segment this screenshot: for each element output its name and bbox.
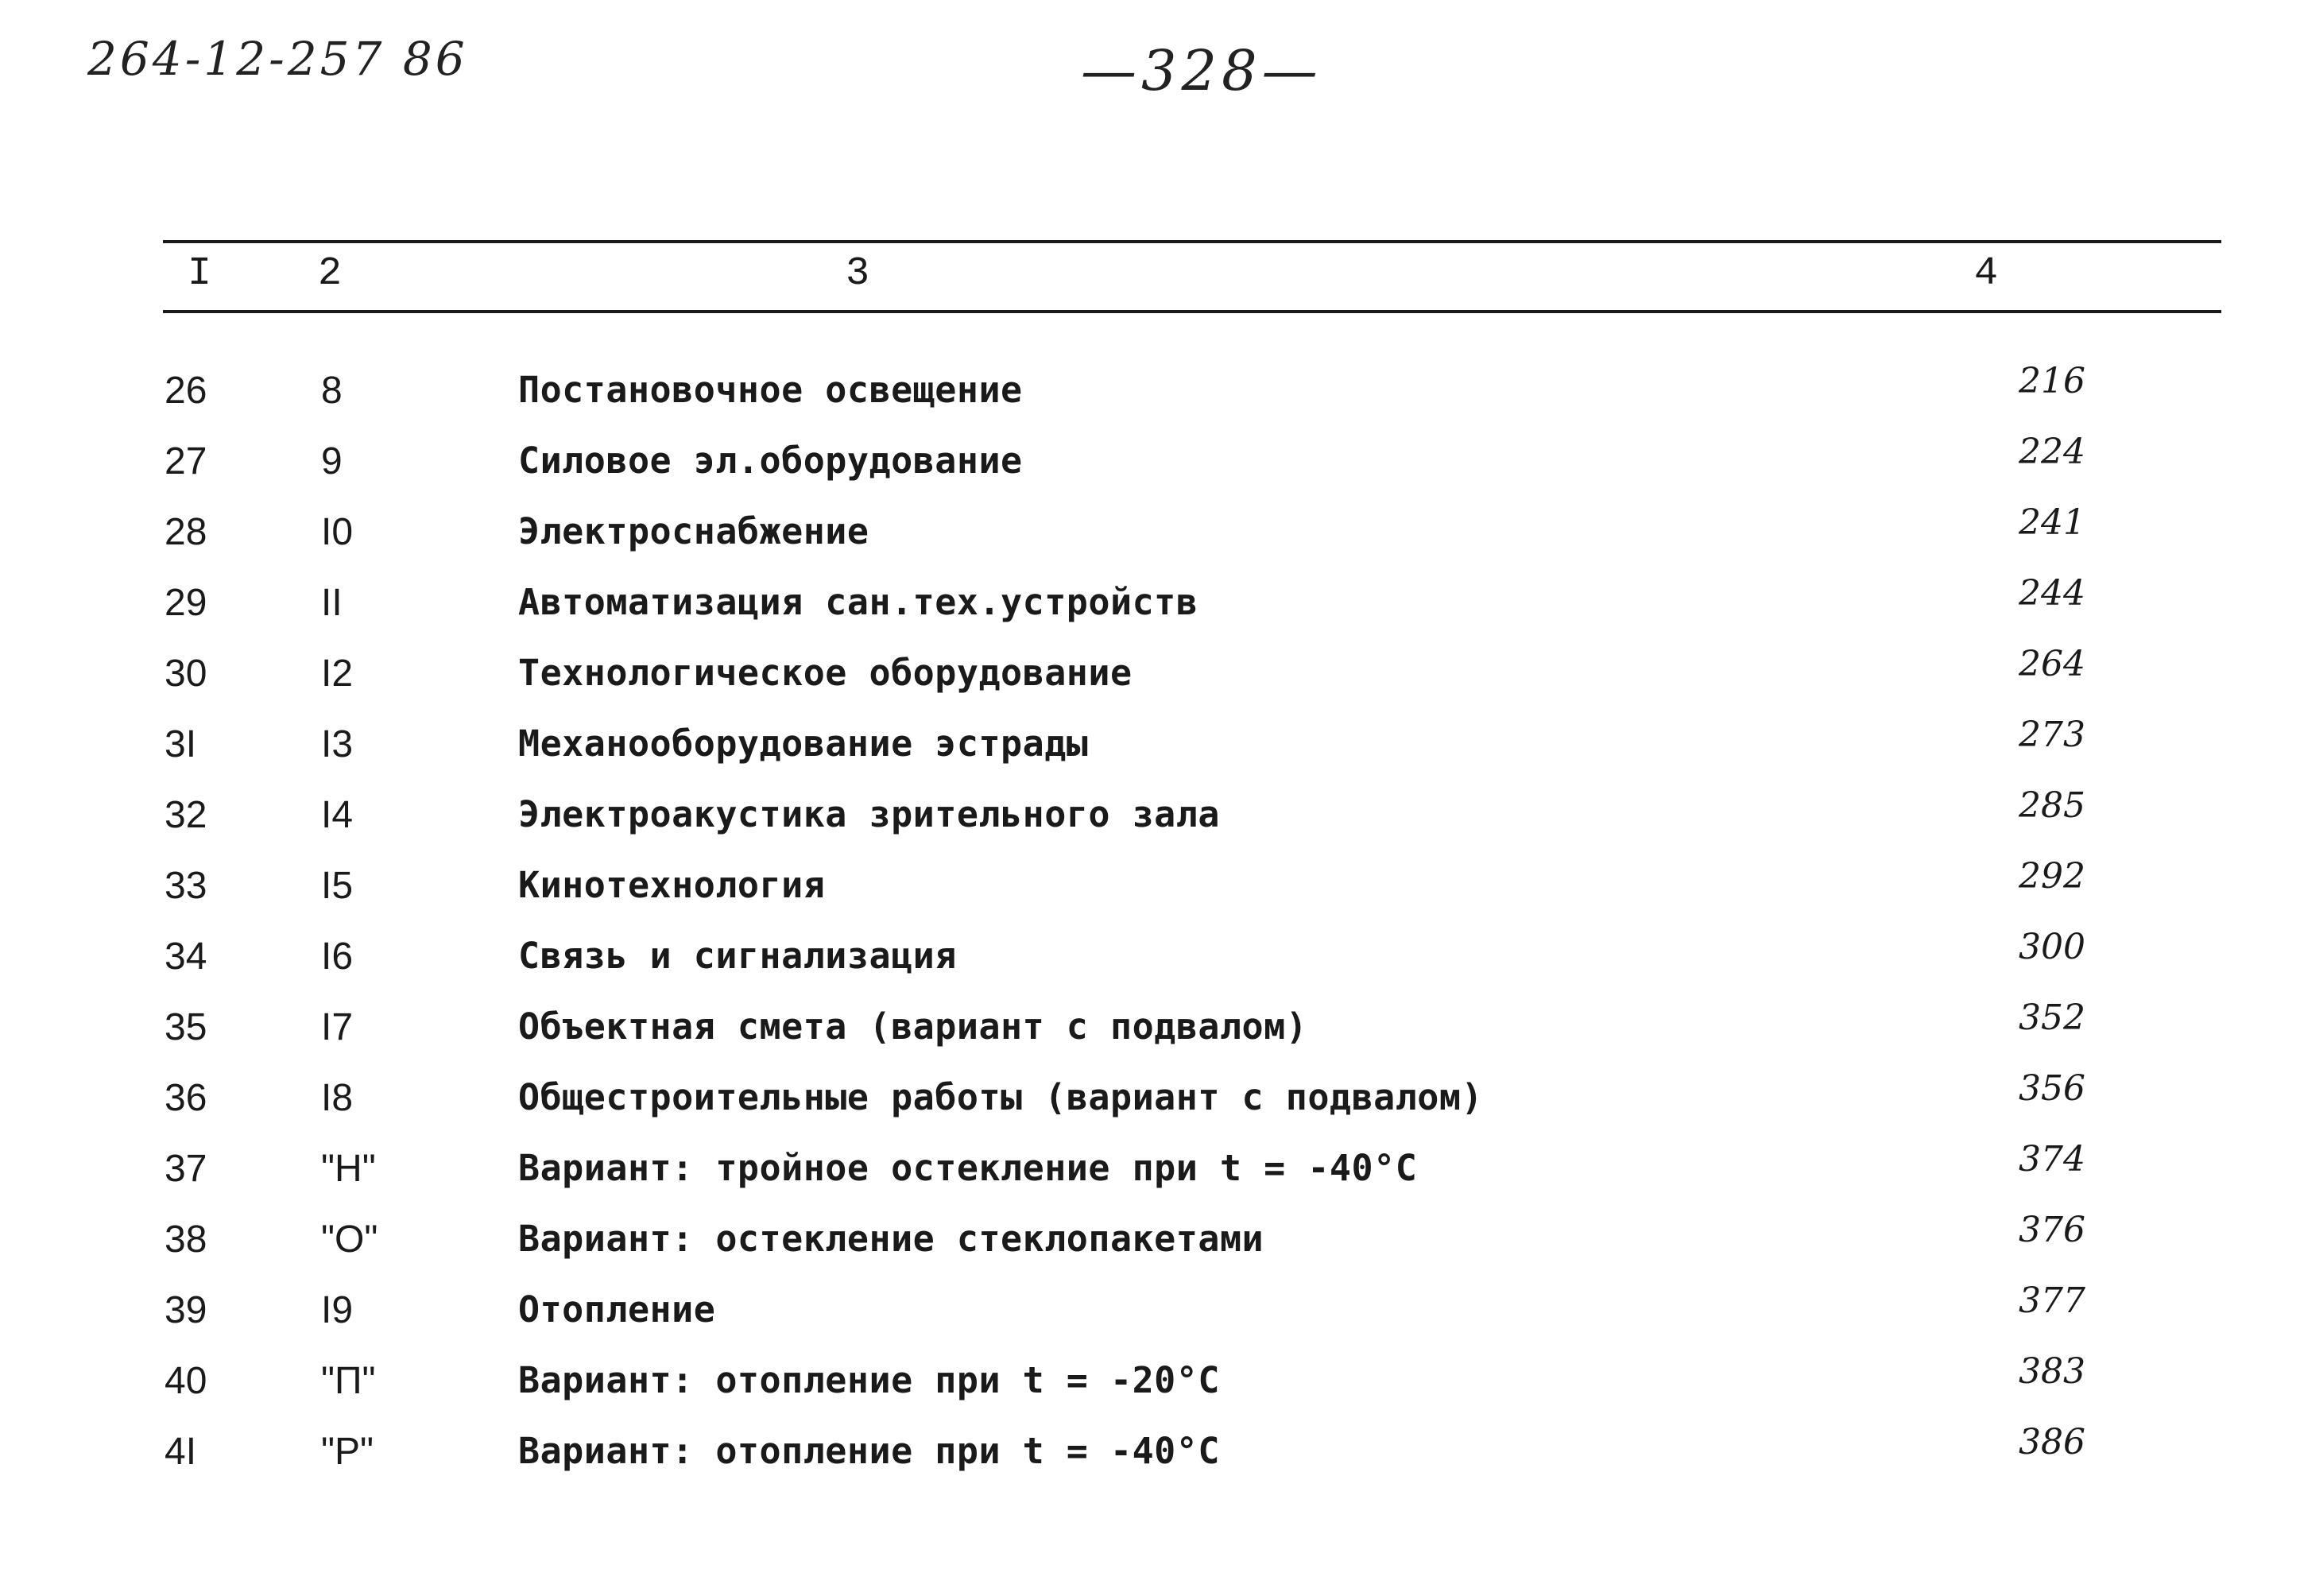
page-reference: 216 bbox=[2019, 361, 2085, 401]
column-header-4: 4 bbox=[1974, 251, 1999, 296]
section-number: I2 bbox=[321, 653, 354, 695]
contents-table-body bbox=[0, 361, 2300, 1501]
section-title: Вариант: отопление при t = -40°C bbox=[518, 1430, 1220, 1472]
row-number: 27 bbox=[165, 440, 207, 482]
table-row bbox=[0, 785, 2300, 864]
section-title: Кинотехнология bbox=[518, 864, 826, 906]
table-row bbox=[0, 573, 2300, 652]
row-number: 33 bbox=[165, 865, 207, 907]
page-reference: 244 bbox=[2019, 573, 2085, 614]
table-row bbox=[0, 998, 2300, 1076]
section-number: II bbox=[321, 582, 343, 624]
table-row bbox=[0, 1139, 2300, 1218]
table-row bbox=[0, 1280, 2300, 1359]
section-title: Вариант: тройное остекление при t = -40°C bbox=[518, 1147, 1418, 1189]
page-reference: 300 bbox=[2019, 927, 2085, 967]
section-title: Технологическое оборудование bbox=[518, 652, 1133, 694]
row-number: 28 bbox=[165, 511, 207, 553]
table-row bbox=[0, 715, 2300, 793]
section-number: "Н" bbox=[321, 1148, 376, 1190]
table-row bbox=[0, 644, 2300, 722]
section-number: I4 bbox=[321, 794, 354, 836]
table-row bbox=[0, 927, 2300, 1005]
section-number: I8 bbox=[321, 1077, 354, 1119]
section-number: I6 bbox=[321, 936, 354, 978]
row-number: 29 bbox=[165, 582, 207, 624]
page-reference: 285 bbox=[2019, 785, 2085, 826]
row-number: 4I bbox=[165, 1431, 197, 1473]
page-reference: 224 bbox=[2019, 432, 2085, 472]
header-bottom-rule bbox=[163, 310, 2221, 313]
section-number: "О" bbox=[321, 1218, 378, 1261]
table-row bbox=[0, 1210, 2300, 1288]
page-reference: 356 bbox=[2019, 1068, 2085, 1109]
section-title: Механооборудование эстрады bbox=[518, 722, 1089, 765]
page-reference: 292 bbox=[2019, 856, 2085, 897]
page-number: —328— bbox=[1081, 38, 1322, 103]
row-number: 34 bbox=[165, 936, 207, 978]
row-number: 39 bbox=[165, 1289, 207, 1331]
column-header-1: I bbox=[188, 251, 212, 296]
page-reference: 374 bbox=[2019, 1139, 2085, 1180]
page-reference: 264 bbox=[2019, 644, 2085, 684]
page-reference: 383 bbox=[2019, 1351, 2085, 1392]
section-title: Вариант: отопление при t = -20°C bbox=[518, 1359, 1220, 1401]
table-row bbox=[0, 432, 2300, 510]
section-number: 9 bbox=[321, 440, 343, 482]
table-row bbox=[0, 856, 2300, 935]
row-number: 40 bbox=[165, 1360, 207, 1402]
row-number: 36 bbox=[165, 1077, 207, 1119]
section-number: I0 bbox=[321, 511, 354, 553]
section-title: Вариант: остекление стеклопакетами bbox=[518, 1218, 1264, 1260]
row-number: 35 bbox=[165, 1006, 207, 1048]
page-reference: 273 bbox=[2019, 715, 2085, 755]
section-title: Электроснабжение bbox=[518, 510, 869, 552]
section-number: "П" bbox=[321, 1360, 376, 1402]
table-row bbox=[0, 502, 2300, 581]
row-number: 30 bbox=[165, 653, 207, 695]
section-title: Автоматизация сан.тех.устройств bbox=[518, 581, 1198, 623]
section-title: Отопление bbox=[518, 1288, 716, 1331]
page-reference: 352 bbox=[2019, 998, 2085, 1038]
column-header-3: 3 bbox=[846, 251, 870, 296]
column-header-2: 2 bbox=[318, 251, 343, 296]
page-reference: 386 bbox=[2019, 1422, 2085, 1462]
row-number: 37 bbox=[165, 1148, 207, 1190]
table-row bbox=[0, 1422, 2300, 1501]
header-top-rule bbox=[163, 240, 2221, 243]
document-code: 264-12-257 86 bbox=[87, 32, 468, 86]
section-number: I9 bbox=[321, 1289, 354, 1331]
section-title: Связь и сигнализация bbox=[518, 935, 957, 977]
section-title: Объектная смета (вариант с подвалом) bbox=[518, 1005, 1308, 1048]
row-number: 26 bbox=[165, 370, 207, 412]
section-number: I5 bbox=[321, 865, 354, 907]
row-number: 3I bbox=[165, 723, 197, 765]
section-title: Электроакустика зрительного зала bbox=[518, 793, 1220, 835]
section-title: Общестроительные работы (вариант с подвалом) bbox=[518, 1076, 1484, 1118]
row-number: 38 bbox=[165, 1218, 207, 1261]
section-title: Силовое эл.оборудование bbox=[518, 440, 1023, 482]
page-reference: 376 bbox=[2019, 1210, 2085, 1250]
page-reference: 377 bbox=[2019, 1280, 2085, 1321]
section-number: "Р" bbox=[321, 1431, 374, 1473]
row-number: 32 bbox=[165, 794, 207, 836]
section-title: Постановочное освещение bbox=[518, 369, 1023, 411]
page-reference: 241 bbox=[2019, 502, 2085, 543]
table-row bbox=[0, 1068, 2300, 1147]
table-row bbox=[0, 361, 2300, 440]
table-row bbox=[0, 1351, 2300, 1430]
section-number: I3 bbox=[321, 723, 354, 765]
section-number: I7 bbox=[321, 1006, 354, 1048]
section-number: 8 bbox=[321, 370, 343, 412]
